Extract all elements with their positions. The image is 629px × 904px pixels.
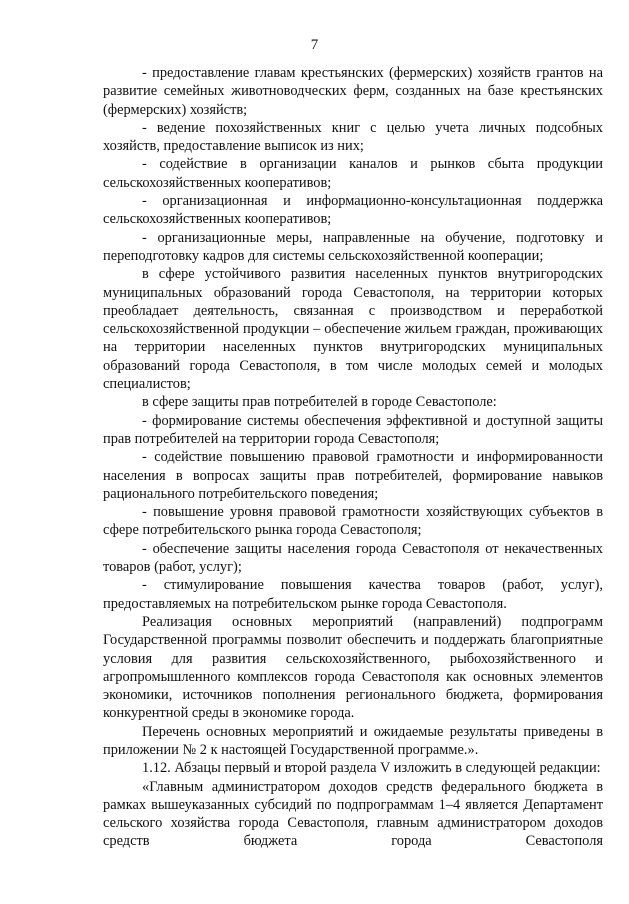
document-body [103, 64, 603, 851]
paragraph-section-amendment: 1.12. Абзацы первый и второй раздела V изложить в следующей редакции: [142, 760, 601, 777]
paragraph-quality-stimulation: - стимулирование повышения качества товаров (работ, услуг), предоставляемых на потребительском рынке города Севастополя. [103, 577, 603, 612]
paragraph-business-literacy: - повышение уровня правовой грамотности хозяйствующих субъектов в сфере потребительского рынка города Севастополя; [103, 504, 603, 539]
paragraph-farm-grants: - предоставление главам крестьянских (фермерских) хозяйств грантов на развитие семейных животноводческих ферм, созданных на базе крестьянских (фермерских) хозяйств; [103, 65, 603, 118]
paragraph-consulting-support: - организационная и информационно-консультационная поддержка сельскохозяйственных кооперативов; [103, 193, 603, 228]
paragraph-sales-channels: - содействие в организации каналов и рынков сбыта продукции сельскохозяйственных кооперативов; [103, 156, 603, 191]
page-number: 7 [310, 37, 319, 53]
paragraph-staff-training: - организационные меры, направленные на обучение, подготовку и переподготовку кадров для системы сельскохозяйственной кооперации; [103, 229, 603, 264]
paragraph-household-books: - ведение похозяйственных книг с целью учета личных подсобных хозяйств, предоставление выписок из них; [103, 119, 603, 155]
paragraph-activities-list: Перечень основных мероприятий и ожидаемые результаты приведены в приложении № 2 к настоящей Государственной программе.». [103, 723, 603, 758]
paragraph-poor-quality-goods: - обеспечение защиты населения города Севастополя от некачественных товаров (работ, услуг); [103, 540, 603, 576]
paragraph-consumer-protection-heading: в сфере защиты прав потребителей в городе Севастополе: [142, 394, 497, 411]
paragraph-legal-literacy: - содействие повышению правовой грамотности и информированности населения в вопросах защиты прав потребителей, формирование навыков рационального потребительского поведения; [103, 449, 603, 502]
paragraph-rural-development: в сфере устойчивого развития населенных пунктов внутригородских муниципальных образований города Севастополя, на территории которых преобладает деятельность, связанная с производством и переработкой сельскохозяйственной продукции – обеспечение жильем граждан, проживающих на территории населенных пунктов внутригородских муниципальных образований города Севастополя, в том числе молодых семей и молодых специалистов; [103, 266, 603, 393]
paragraph-implementation: Реализация основных мероприятий (направлений) подпрограмм Государственной программы позволит обеспечить и поддержать благоприятные условия для развития сельскохозяйственного, рыбохозяйственного и агропромышленного комплексов города Севастополя как основных элементов экономики, источников пополнения регионального бюджета, формирования конкурентной среды в экономике города. [103, 613, 603, 722]
paragraph-revenue-administrator: «Главным администратором доходов средств федерального бюджета в рамках вышеуказанных субсидий по подпрограммам 1–4 является Департамент сельского хозяйства города Севастополя, главным администратором доходов средств бюджета города Севастополя [103, 778, 603, 850]
paragraph-protection-system: - формирование системы обеспечения эффективной и доступной защиты прав потребителей на территории города Севастополя; [103, 412, 603, 447]
